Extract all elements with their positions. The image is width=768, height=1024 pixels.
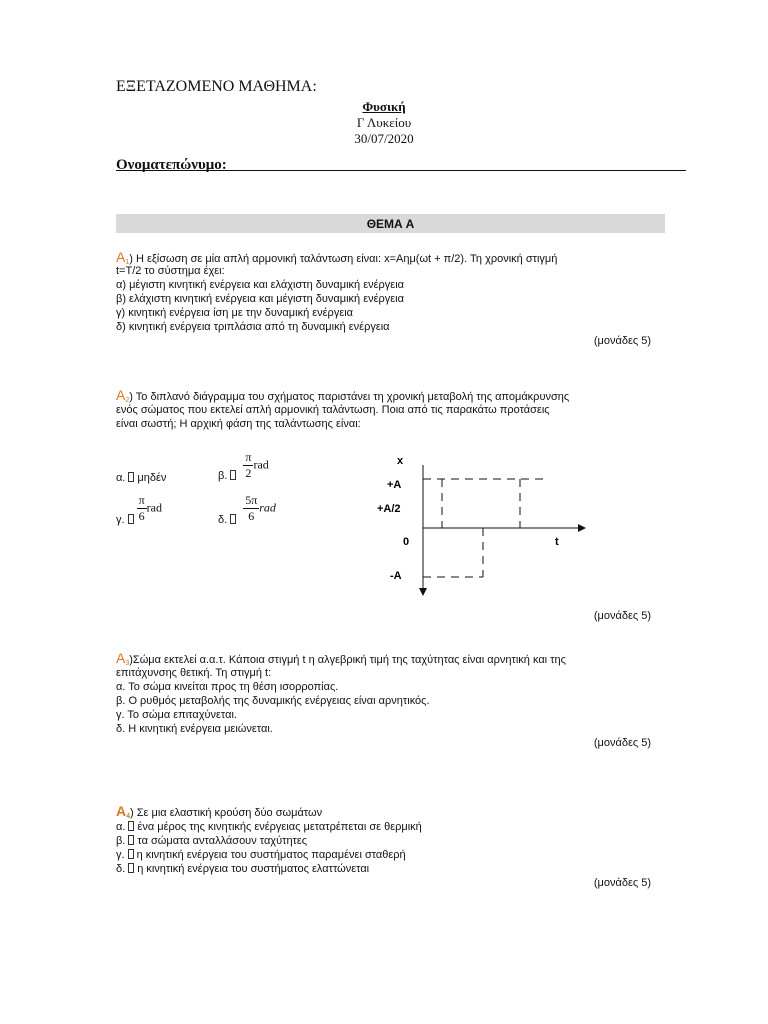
question-a1-option-c: γ) κινητική ενέργεια ίση με την δυναμική ενέργεια — [116, 307, 354, 319]
name-underline — [116, 170, 686, 171]
question-a2-stem-cont2: είναι σωστή; Η αρχική φάση της ταλάντωσης είναι: — [116, 418, 361, 430]
question-a3-label: $A_3$ — [116, 650, 130, 667]
y-axis-label: x — [397, 455, 404, 467]
question-a3-option-c: γ. Το σώμα επιταχύνεται. — [116, 709, 237, 721]
checkbox-glyph-icon — [128, 863, 134, 873]
name-field-label: Ονοματεπώνυμο: — [116, 157, 227, 173]
tick-zero: 0 — [403, 536, 410, 548]
question-a2-points: (μονάδες 5) — [593, 610, 651, 622]
question-a4-label: $A_4$ — [116, 803, 131, 820]
checkbox-glyph-icon — [128, 835, 134, 845]
question-a3-stem-cont: επιτάχυνσης θετική. Τη στιγμή t: — [116, 667, 272, 679]
question-a4-stem: ) Σε μια ελαστική κρούση δύο σωμάτων — [130, 807, 323, 819]
question-a1-option-b: β) ελάχιστη κινητική ενέργεια και μέγιστη δυναμική ενέργεια — [116, 293, 404, 305]
x-axis-label: t — [555, 536, 559, 548]
question-a4-option-c: γ. η κινητική ενέργεια του συστήματος παραμένει σταθερή — [116, 849, 406, 861]
question-a3-option-d: δ. Η κινητική ενέργεια μειώνεται. — [116, 723, 273, 735]
question-a1-option-d: δ) κινητική ενέργεια τριπλάσια από τη δυναμική ενέργεια — [116, 321, 390, 333]
question-a3-option-a: α. Το σώμα κινείται προς τη θέση ισορροπίας. — [116, 681, 339, 693]
question-a2-stem: ) Το διπλανό διάγραμμα του σχήματος παριστάνει τη χρονική μεταβολή της απομάκρυνσης — [129, 391, 570, 403]
question-a1-label: $A_1$ — [116, 249, 130, 266]
question-a2-stem-cont1: ενός σώματος που εκτελεί απλή αρμονική ταλάντωση. Ποια από τις παρακάτω προτάσεις — [116, 404, 550, 416]
question-a4-option-b: β. τα σώματα ανταλλάσουν ταχύτητες — [116, 835, 308, 847]
exam-date: 30/07/2020 — [354, 131, 414, 146]
checkbox-glyph-icon — [230, 470, 236, 480]
question-a4-option-d: δ. η κινητική ενέργεια του συστήματος ελαττώνεται — [116, 863, 370, 875]
grade-level: Γ Λυκείου — [356, 115, 412, 130]
question-a2-label: $A_2$ — [116, 387, 130, 404]
subject-name: Φυσική — [362, 99, 406, 114]
question-a1-option-a: α) μέγιστη κινητική ενέργεια και ελάχιστη δυναμική ενέργεια — [116, 279, 404, 291]
question-a4-option-a: α. ένα μέρος της κινητικής ενέργειας μετατρέπεται σε θερμική — [116, 821, 422, 833]
tick-half-a: +A/2 — [377, 503, 401, 515]
question-a3-option-b: β. Ο ρυθμός μεταβολής της δυναμικής ενέργειας είναι αρνητικός. — [116, 695, 430, 707]
checkbox-glyph-icon — [128, 821, 134, 831]
question-a1-points: (μονάδες 5) — [593, 335, 651, 347]
question-a3-points: (μονάδες 5) — [593, 737, 651, 749]
question-a1-stem: ) Η εξίσωση σε μία απλή αρμονική ταλάντωση είναι: x=Aημ(ωt + π/2). Τη χρονική στιγμή — [129, 253, 558, 265]
checkbox-glyph-icon — [230, 514, 236, 524]
question-a2-option-c: γ. $\frac{\pi}{6}$ rad — [116, 492, 162, 526]
displacement-time-graph — [360, 445, 600, 600]
section-title: ΘΕΜΑ Α — [366, 217, 415, 231]
checkbox-glyph-icon — [128, 849, 134, 859]
exam-subject-heading: ΕΞΕΤΑΖΟΜΕΝΟ ΜΑΘΗΜΑ: — [116, 78, 317, 95]
question-a3-stem: )Σώμα εκτελεί α.α.τ. Κάποια στιγμή t η αλγεβρική τιμή της ταχύτητας είναι αρνητική και της — [129, 654, 566, 666]
question-a1-stem-cont: t=T/2 το σύστημα έχει: — [116, 265, 225, 277]
tick-minus-a: -A — [390, 570, 402, 582]
question-a2-option-a: α. μηδέν — [116, 472, 167, 484]
tick-plus-a: +A — [387, 479, 402, 491]
question-a2-option-d: δ. $\frac{5\pi}{6}$ rad — [218, 492, 276, 526]
checkbox-glyph-icon — [128, 472, 134, 482]
question-a2-option-b: β. $\frac{\pi}{2}$ rad — [218, 449, 269, 482]
checkbox-glyph-icon — [128, 514, 134, 524]
question-a4-points: (μονάδες 5) — [593, 877, 651, 889]
